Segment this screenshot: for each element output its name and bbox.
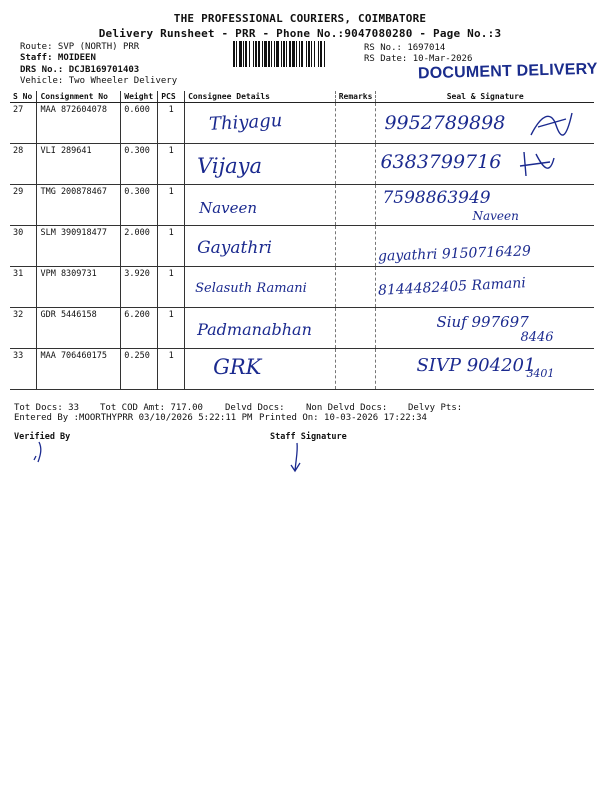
handwritten-signature: Siuf 997697 (436, 312, 529, 331)
sno-cell: 32 (10, 307, 37, 348)
runsheet-table (10, 91, 594, 390)
total-cod-amount: Tot COD Amt: 717.00 (100, 403, 203, 413)
consignment-cell: VLI 289641 (37, 143, 121, 184)
table-row (10, 307, 594, 348)
sno-cell: 28 (10, 143, 37, 184)
consignment-cell: TMG 200878467 (37, 184, 121, 225)
document-delivery-stamp: DOCUMENT DELIVERY (417, 60, 598, 83)
pcs-cell: 1 (158, 143, 185, 184)
table-header-row (10, 91, 594, 102)
consignee-cell (185, 266, 336, 307)
remarks-cell (335, 225, 376, 266)
consignment-cell: GDR 5446158 (37, 307, 121, 348)
handwritten-name: Vijaya (197, 153, 263, 178)
drs-number: DRS No.: DCJB169701403 (20, 65, 140, 75)
handwritten-signature: SIVP 904201 (416, 354, 536, 376)
company-title: THE PROFESSIONAL COURIERS, COIMBATORE (173, 12, 427, 25)
handwritten-signature-2: Naveen (472, 208, 519, 223)
pcs-cell: 1 (158, 102, 185, 143)
entered-by: Entered By :MOORTHYPRR 03/10/2026 5:22:11 PM (14, 413, 253, 423)
consignment-cell: VPM 8309731 (37, 266, 121, 307)
sno-cell: 29 (10, 184, 37, 225)
signature-scribble (526, 105, 576, 141)
remarks-cell (335, 348, 376, 389)
consignment-cell: MAA 706460175 (37, 348, 121, 389)
consignment-cell: SLM 390918477 (37, 225, 121, 266)
remarks-cell (335, 184, 376, 225)
rs-date: RS Date: 10-Mar-2026 (364, 54, 473, 64)
seal-cell (376, 184, 594, 225)
handwritten-name: Gayathri (197, 237, 272, 258)
sno-cell: 30 (10, 225, 37, 266)
weight-cell: 0.300 (121, 184, 158, 225)
pcs-cell: 1 (158, 184, 185, 225)
consignee-cell (185, 307, 336, 348)
consignee-cell (185, 225, 336, 266)
verified-signature (33, 440, 47, 466)
seal-cell (376, 143, 594, 184)
col-header-weight: Weight (121, 91, 158, 102)
pcs-cell: 1 (158, 266, 185, 307)
pcs-cell: 1 (158, 307, 185, 348)
weight-cell: 2.000 (121, 225, 158, 266)
remarks-cell (335, 307, 376, 348)
consignment-cell: MAA 872604078 (37, 102, 121, 143)
seal-cell (376, 348, 594, 389)
consignee-cell (185, 102, 336, 143)
consignee-cell (185, 184, 336, 225)
handwritten-signature-2: 8446 (520, 329, 554, 345)
col-header-consignment: Consignment No (37, 91, 121, 102)
table-row (10, 225, 594, 266)
weight-cell: 3.920 (121, 266, 158, 307)
consignee-cell (185, 348, 336, 389)
table-row (10, 348, 594, 389)
seal-cell (376, 307, 594, 348)
vehicle-label: Vehicle: Two Wheeler Delivery (20, 76, 178, 86)
col-header-remarks: Remarks (335, 91, 376, 102)
staff-label: Staff: MOIDEEN (20, 53, 96, 63)
staff-signature-label: Staff Signature (270, 432, 347, 442)
col-header-pcs: PCS (158, 91, 185, 102)
total-docs: Tot Docs: 33 (14, 403, 80, 413)
delivered-docs: Delvd Docs: (225, 403, 285, 413)
col-header-consignee: Consignee Details (185, 91, 336, 102)
handwritten-signature: 9952789898 (384, 111, 506, 134)
weight-cell: 0.250 (121, 348, 158, 389)
col-header-sno: S No (10, 91, 37, 102)
handwritten-signature: 6383799716 (380, 150, 502, 173)
pcs-cell: 1 (158, 348, 185, 389)
table-row (10, 266, 594, 307)
handwritten-name: GRK (213, 354, 262, 379)
weight-cell: 6.200 (121, 307, 158, 348)
rs-number: RS No.: 1697014 (364, 43, 446, 53)
sno-cell: 31 (10, 266, 37, 307)
table-row (10, 143, 594, 184)
weight-cell: 0.300 (121, 143, 158, 184)
printed-on: Printed On: 10-03-2026 17:22:34 (259, 413, 427, 423)
route-label: Route: SVP (NORTH) PRR (20, 42, 140, 52)
handwritten-signature: gayathri 9150716429 (378, 242, 532, 265)
weight-cell: 0.600 (121, 102, 158, 143)
remarks-cell (335, 143, 376, 184)
seal-cell (376, 266, 594, 307)
verified-by-label: Verified By (14, 432, 71, 442)
sno-cell: 33 (10, 348, 37, 389)
remarks-cell (335, 102, 376, 143)
seal-cell (376, 225, 594, 266)
handwritten-signature: 7598863949 (382, 187, 491, 208)
pcs-cell: 1 (158, 225, 185, 266)
handwritten-name: Padmanabhan (197, 319, 312, 339)
runsheet-title: Delivery Runsheet - PRR - Phone No.:9047080280 - Page No.:3 (98, 27, 502, 40)
seal-cell (376, 102, 594, 143)
table-row (10, 102, 594, 143)
sno-cell: 27 (10, 102, 37, 143)
handwritten-signature-2: 3401 (526, 366, 555, 380)
non-delivered-docs: Non Delvd Docs: (306, 403, 388, 413)
signature-scribble (516, 148, 558, 182)
col-header-seal: Seal & Signature (376, 91, 594, 102)
table-row (10, 184, 594, 225)
handwritten-name: Selasuth Ramani (195, 280, 307, 296)
handwritten-signature: 8144482405 Ramani (378, 274, 527, 299)
staff-signature (289, 441, 303, 475)
barcode-image (233, 41, 359, 67)
delivery-points: Delvy Pts: (408, 403, 463, 413)
handwritten-name: Naveen (199, 198, 258, 217)
handwritten-name: Thiyagu (208, 109, 283, 135)
remarks-cell (335, 266, 376, 307)
consignee-cell (185, 143, 336, 184)
